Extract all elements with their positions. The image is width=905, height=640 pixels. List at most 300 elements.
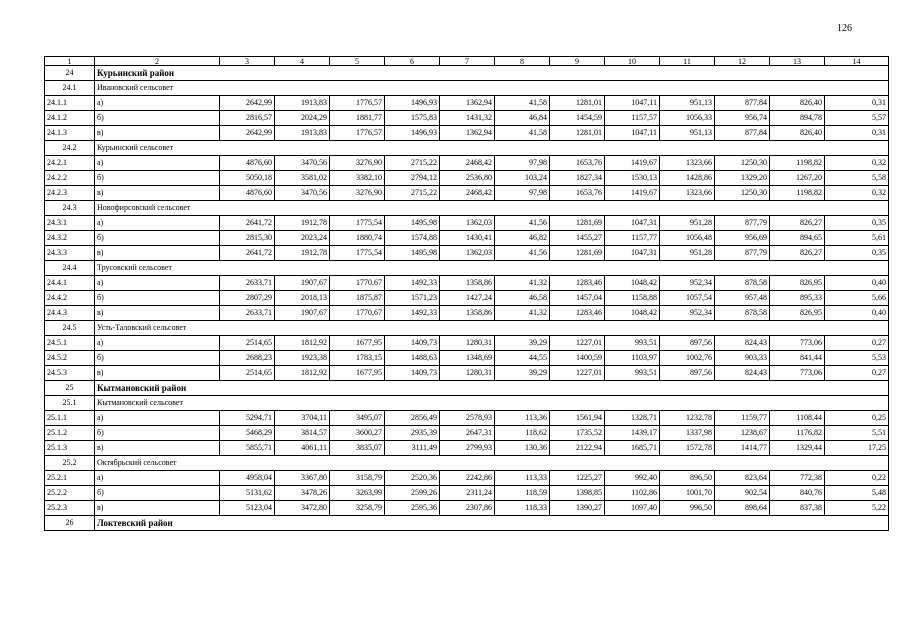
row-code: 25.1 bbox=[45, 396, 95, 411]
value-cell: 2633,71 bbox=[220, 306, 275, 321]
value-cell: 1439,17 bbox=[605, 426, 660, 441]
value-cell: 1362,03 bbox=[440, 216, 495, 231]
value-cell: 1881,77 bbox=[330, 111, 385, 126]
value-cell: 894,65 bbox=[770, 231, 825, 246]
row-code: 24.3.1 bbox=[45, 216, 95, 231]
value-cell: 3600,27 bbox=[330, 426, 385, 441]
value-cell: 41,56 bbox=[495, 216, 550, 231]
column-number: 5 bbox=[330, 57, 385, 66]
row-code: 24.2.2 bbox=[45, 171, 95, 186]
column-number: 14 bbox=[825, 57, 889, 66]
value-cell: 826,27 bbox=[770, 216, 825, 231]
value-cell: 1913,83 bbox=[275, 126, 330, 141]
row-code: 25.2 bbox=[45, 456, 95, 471]
value-cell: 44,55 bbox=[495, 351, 550, 366]
value-cell: 0,27 bbox=[825, 336, 889, 351]
column-number-row bbox=[45, 57, 889, 66]
value-cell: 826,40 bbox=[770, 96, 825, 111]
district-name: Кытмановский район bbox=[95, 381, 889, 396]
value-cell: 0,22 bbox=[825, 471, 889, 486]
value-cell: 2024,29 bbox=[275, 111, 330, 126]
value-cell: 996,50 bbox=[660, 501, 715, 516]
value-cell: 1002,76 bbox=[660, 351, 715, 366]
value-cell: 5,58 bbox=[825, 171, 889, 186]
value-cell: 1495,98 bbox=[385, 216, 440, 231]
district-header-row bbox=[45, 381, 889, 396]
value-cell: 1492,33 bbox=[385, 306, 440, 321]
value-cell: 1783,15 bbox=[330, 351, 385, 366]
council-name: Кытмановский сельсовет bbox=[95, 396, 889, 411]
value-cell: 46,58 bbox=[495, 291, 550, 306]
value-cell: 1362,94 bbox=[440, 96, 495, 111]
value-cell: 1056,48 bbox=[660, 231, 715, 246]
table-row bbox=[45, 156, 889, 171]
value-cell: 1280,31 bbox=[440, 336, 495, 351]
council-name: Усть-Таловский сельсовет bbox=[95, 321, 889, 336]
value-cell: 97,98 bbox=[495, 186, 550, 201]
value-cell: 841,44 bbox=[770, 351, 825, 366]
table-row bbox=[45, 336, 889, 351]
table-row bbox=[45, 426, 889, 441]
value-cell: 2815,30 bbox=[220, 231, 275, 246]
table-row bbox=[45, 291, 889, 306]
variant-label: а) bbox=[95, 471, 220, 486]
value-cell: 0,35 bbox=[825, 216, 889, 231]
value-cell: 1923,38 bbox=[275, 351, 330, 366]
value-cell: 2642,99 bbox=[220, 126, 275, 141]
value-cell: 1398,85 bbox=[550, 486, 605, 501]
value-cell: 2688,23 bbox=[220, 351, 275, 366]
column-number: 7 bbox=[440, 57, 495, 66]
value-cell: 3495,07 bbox=[330, 411, 385, 426]
row-code: 24 bbox=[45, 66, 95, 81]
table-row bbox=[45, 186, 889, 201]
value-cell: 1176,82 bbox=[770, 426, 825, 441]
value-cell: 3470,56 bbox=[275, 156, 330, 171]
value-cell: 1530,13 bbox=[605, 171, 660, 186]
value-cell: 1913,83 bbox=[275, 96, 330, 111]
value-cell: 1496,93 bbox=[385, 126, 440, 141]
value-cell: 2799,93 bbox=[440, 441, 495, 456]
value-cell: 1488,63 bbox=[385, 351, 440, 366]
value-cell: 0,25 bbox=[825, 411, 889, 426]
variant-label: б) bbox=[95, 426, 220, 441]
value-cell: 1227,01 bbox=[550, 366, 605, 381]
value-cell: 826,40 bbox=[770, 126, 825, 141]
value-cell: 1329,20 bbox=[715, 171, 770, 186]
value-cell: 1047,11 bbox=[605, 96, 660, 111]
value-cell: 2122,94 bbox=[550, 441, 605, 456]
value-cell: 5294,71 bbox=[220, 411, 275, 426]
variant-label: б) bbox=[95, 171, 220, 186]
value-cell: 1431,32 bbox=[440, 111, 495, 126]
value-cell: 118,62 bbox=[495, 426, 550, 441]
value-cell: 877,84 bbox=[715, 96, 770, 111]
council-name: Октябрьский сельсовет bbox=[95, 456, 889, 471]
row-code: 24.4.3 bbox=[45, 306, 95, 321]
value-cell: 902,54 bbox=[715, 486, 770, 501]
value-cell: 5,66 bbox=[825, 291, 889, 306]
table-row bbox=[45, 96, 889, 111]
value-cell: 2018,13 bbox=[275, 291, 330, 306]
value-cell: 118,33 bbox=[495, 501, 550, 516]
value-cell: 0,32 bbox=[825, 186, 889, 201]
table-row bbox=[45, 171, 889, 186]
value-cell: 2578,93 bbox=[440, 411, 495, 426]
value-cell: 951,13 bbox=[660, 126, 715, 141]
value-cell: 1776,57 bbox=[330, 96, 385, 111]
value-cell: 0,32 bbox=[825, 156, 889, 171]
value-cell: 772,38 bbox=[770, 471, 825, 486]
value-cell: 130,36 bbox=[495, 441, 550, 456]
district-header-row bbox=[45, 516, 889, 531]
value-cell: 41,32 bbox=[495, 306, 550, 321]
value-cell: 1457,04 bbox=[550, 291, 605, 306]
row-code: 24.3.3 bbox=[45, 246, 95, 261]
value-cell: 1677,95 bbox=[330, 366, 385, 381]
row-code: 24.4 bbox=[45, 261, 95, 276]
value-cell: 877,79 bbox=[715, 216, 770, 231]
value-cell: 46,84 bbox=[495, 111, 550, 126]
value-cell: 3581,02 bbox=[275, 171, 330, 186]
value-cell: 3111,49 bbox=[385, 441, 440, 456]
value-cell: 1775,54 bbox=[330, 216, 385, 231]
value-cell: 837,38 bbox=[770, 501, 825, 516]
value-cell: 5,22 bbox=[825, 501, 889, 516]
row-code: 24.3 bbox=[45, 201, 95, 216]
row-code: 24.3.2 bbox=[45, 231, 95, 246]
value-cell: 1492,33 bbox=[385, 276, 440, 291]
value-cell: 4061,11 bbox=[275, 441, 330, 456]
value-cell: 1348,69 bbox=[440, 351, 495, 366]
value-cell: 3276,90 bbox=[330, 156, 385, 171]
value-cell: 1427,24 bbox=[440, 291, 495, 306]
value-cell: 39,29 bbox=[495, 366, 550, 381]
value-cell: 2468,42 bbox=[440, 186, 495, 201]
row-code: 24.4.2 bbox=[45, 291, 95, 306]
value-cell: 1362,94 bbox=[440, 126, 495, 141]
value-cell: 1281,01 bbox=[550, 126, 605, 141]
row-code: 24.1.2 bbox=[45, 111, 95, 126]
value-cell: 2023,24 bbox=[275, 231, 330, 246]
value-cell: 1225,27 bbox=[550, 471, 605, 486]
row-code: 24.2.3 bbox=[45, 186, 95, 201]
value-cell: 1358,86 bbox=[440, 306, 495, 321]
district-header-row bbox=[45, 66, 889, 81]
council-header-row bbox=[45, 261, 889, 276]
value-cell: 1157,57 bbox=[605, 111, 660, 126]
value-cell: 952,34 bbox=[660, 276, 715, 291]
table-row bbox=[45, 501, 889, 516]
row-code: 25.2.1 bbox=[45, 471, 95, 486]
value-cell: 1283,46 bbox=[550, 276, 605, 291]
value-cell: 1812,92 bbox=[275, 366, 330, 381]
column-number: 4 bbox=[275, 57, 330, 66]
row-code: 25.2.3 bbox=[45, 501, 95, 516]
value-cell: 1048,42 bbox=[605, 306, 660, 321]
table-row bbox=[45, 441, 889, 456]
council-header-row bbox=[45, 141, 889, 156]
value-cell: 2715,22 bbox=[385, 186, 440, 201]
value-cell: 826,95 bbox=[770, 276, 825, 291]
table-row bbox=[45, 246, 889, 261]
council-name: Ивановский сельсовет bbox=[95, 81, 889, 96]
value-cell: 2514,65 bbox=[220, 336, 275, 351]
table-row bbox=[45, 216, 889, 231]
value-cell: 3472,80 bbox=[275, 501, 330, 516]
variant-label: в) bbox=[95, 186, 220, 201]
value-cell: 897,56 bbox=[660, 336, 715, 351]
value-cell: 1496,93 bbox=[385, 96, 440, 111]
table-body bbox=[45, 57, 889, 531]
value-cell: 895,33 bbox=[770, 291, 825, 306]
row-code: 24.1 bbox=[45, 81, 95, 96]
value-cell: 4876,60 bbox=[220, 156, 275, 171]
value-cell: 1102,86 bbox=[605, 486, 660, 501]
value-cell: 1198,82 bbox=[770, 156, 825, 171]
value-cell: 951,28 bbox=[660, 216, 715, 231]
value-cell: 1571,23 bbox=[385, 291, 440, 306]
value-cell: 0,27 bbox=[825, 366, 889, 381]
value-cell: 993,51 bbox=[605, 366, 660, 381]
value-cell: 1323,66 bbox=[660, 156, 715, 171]
variant-label: а) bbox=[95, 156, 220, 171]
value-cell: 2599,26 bbox=[385, 486, 440, 501]
column-number: 13 bbox=[770, 57, 825, 66]
value-cell: 1735,52 bbox=[550, 426, 605, 441]
value-cell: 2816,57 bbox=[220, 111, 275, 126]
table-row bbox=[45, 486, 889, 501]
value-cell: 2641,72 bbox=[220, 216, 275, 231]
value-cell: 1574,88 bbox=[385, 231, 440, 246]
table-row bbox=[45, 111, 889, 126]
table-row bbox=[45, 366, 889, 381]
value-cell: 952,34 bbox=[660, 306, 715, 321]
value-cell: 1770,67 bbox=[330, 306, 385, 321]
council-name: Курьинский сельсовет bbox=[95, 141, 889, 156]
value-cell: 41,56 bbox=[495, 246, 550, 261]
row-code: 25.1.3 bbox=[45, 441, 95, 456]
value-cell: 1358,86 bbox=[440, 276, 495, 291]
value-cell: 2468,42 bbox=[440, 156, 495, 171]
value-cell: 1362,03 bbox=[440, 246, 495, 261]
page-number: 126 bbox=[837, 23, 852, 34]
row-code: 24.5 bbox=[45, 321, 95, 336]
value-cell: 2242,86 bbox=[440, 471, 495, 486]
value-cell: 1880,74 bbox=[330, 231, 385, 246]
value-cell: 877,84 bbox=[715, 126, 770, 141]
value-cell: 5,51 bbox=[825, 426, 889, 441]
value-cell: 1419,67 bbox=[605, 186, 660, 201]
council-header-row bbox=[45, 201, 889, 216]
value-cell: 903,33 bbox=[715, 351, 770, 366]
value-cell: 1056,33 bbox=[660, 111, 715, 126]
column-number: 2 bbox=[95, 57, 220, 66]
variant-label: в) bbox=[95, 246, 220, 261]
value-cell: 3814,57 bbox=[275, 426, 330, 441]
value-cell: 2715,22 bbox=[385, 156, 440, 171]
value-cell: 3835,07 bbox=[330, 441, 385, 456]
variant-label: в) bbox=[95, 126, 220, 141]
variant-label: в) bbox=[95, 306, 220, 321]
value-cell: 1227,01 bbox=[550, 336, 605, 351]
value-cell: 1108,44 bbox=[770, 411, 825, 426]
value-cell: 1238,67 bbox=[715, 426, 770, 441]
variant-label: а) bbox=[95, 336, 220, 351]
value-cell: 956,69 bbox=[715, 231, 770, 246]
value-cell: 823,64 bbox=[715, 471, 770, 486]
value-cell: 824,43 bbox=[715, 336, 770, 351]
value-cell: 992,40 bbox=[605, 471, 660, 486]
value-cell: 1001,70 bbox=[660, 486, 715, 501]
value-cell: 1400,59 bbox=[550, 351, 605, 366]
value-cell: 0,31 bbox=[825, 126, 889, 141]
value-cell: 1283,46 bbox=[550, 306, 605, 321]
value-cell: 41,58 bbox=[495, 126, 550, 141]
value-cell: 1097,40 bbox=[605, 501, 660, 516]
table-row bbox=[45, 351, 889, 366]
row-code: 24.4.1 bbox=[45, 276, 95, 291]
value-cell: 2514,65 bbox=[220, 366, 275, 381]
row-code: 24.1.3 bbox=[45, 126, 95, 141]
row-code: 24.5.3 bbox=[45, 366, 95, 381]
value-cell: 0,40 bbox=[825, 306, 889, 321]
value-cell: 0,35 bbox=[825, 246, 889, 261]
value-cell: 2935,39 bbox=[385, 426, 440, 441]
variant-label: в) bbox=[95, 366, 220, 381]
value-cell: 2536,80 bbox=[440, 171, 495, 186]
value-cell: 1776,57 bbox=[330, 126, 385, 141]
council-header-row bbox=[45, 456, 889, 471]
variant-label: б) bbox=[95, 486, 220, 501]
value-cell: 1158,88 bbox=[605, 291, 660, 306]
value-cell: 1057,54 bbox=[660, 291, 715, 306]
value-cell: 1281,69 bbox=[550, 246, 605, 261]
value-cell: 2633,71 bbox=[220, 276, 275, 291]
value-cell: 1250,30 bbox=[715, 156, 770, 171]
value-cell: 1157,77 bbox=[605, 231, 660, 246]
value-cell: 1454,59 bbox=[550, 111, 605, 126]
value-cell: 1390,27 bbox=[550, 501, 605, 516]
value-cell: 0,40 bbox=[825, 276, 889, 291]
value-cell: 1409,73 bbox=[385, 366, 440, 381]
value-cell: 951,28 bbox=[660, 246, 715, 261]
variant-label: б) bbox=[95, 231, 220, 246]
value-cell: 956,74 bbox=[715, 111, 770, 126]
value-cell: 113,36 bbox=[495, 411, 550, 426]
value-cell: 5855,71 bbox=[220, 441, 275, 456]
value-cell: 3158,79 bbox=[330, 471, 385, 486]
value-cell: 951,13 bbox=[660, 96, 715, 111]
value-cell: 1875,87 bbox=[330, 291, 385, 306]
table-row bbox=[45, 231, 889, 246]
value-cell: 3263,99 bbox=[330, 486, 385, 501]
value-cell: 1280,31 bbox=[440, 366, 495, 381]
council-header-row bbox=[45, 396, 889, 411]
value-cell: 840,76 bbox=[770, 486, 825, 501]
value-cell: 993,51 bbox=[605, 336, 660, 351]
council-name: Новофирсовский сельсовет bbox=[95, 201, 889, 216]
value-cell: 878,58 bbox=[715, 306, 770, 321]
column-number: 12 bbox=[715, 57, 770, 66]
value-cell: 39,29 bbox=[495, 336, 550, 351]
variant-label: а) bbox=[95, 216, 220, 231]
variant-label: в) bbox=[95, 441, 220, 456]
tariff-table bbox=[44, 56, 889, 531]
variant-label: а) bbox=[95, 96, 220, 111]
value-cell: 2307,86 bbox=[440, 501, 495, 516]
value-cell: 1455,27 bbox=[550, 231, 605, 246]
value-cell: 826,95 bbox=[770, 306, 825, 321]
value-cell: 5123,04 bbox=[220, 501, 275, 516]
value-cell: 3478,26 bbox=[275, 486, 330, 501]
variant-label: а) bbox=[95, 411, 220, 426]
table-row bbox=[45, 126, 889, 141]
value-cell: 4876,60 bbox=[220, 186, 275, 201]
value-cell: 2647,31 bbox=[440, 426, 495, 441]
column-number: 9 bbox=[550, 57, 605, 66]
value-cell: 1419,67 bbox=[605, 156, 660, 171]
value-cell: 3258,79 bbox=[330, 501, 385, 516]
value-cell: 896,50 bbox=[660, 471, 715, 486]
value-cell: 1912,78 bbox=[275, 216, 330, 231]
column-number: 8 bbox=[495, 57, 550, 66]
value-cell: 1329,44 bbox=[770, 441, 825, 456]
row-code: 24.5.2 bbox=[45, 351, 95, 366]
value-cell: 0,31 bbox=[825, 96, 889, 111]
value-cell: 103,24 bbox=[495, 171, 550, 186]
value-cell: 3470,56 bbox=[275, 186, 330, 201]
value-cell: 41,58 bbox=[495, 96, 550, 111]
value-cell: 898,64 bbox=[715, 501, 770, 516]
value-cell: 1103,97 bbox=[605, 351, 660, 366]
value-cell: 5,53 bbox=[825, 351, 889, 366]
council-name: Трусовский сельсовет bbox=[95, 261, 889, 276]
value-cell: 1572,78 bbox=[660, 441, 715, 456]
row-code: 24.2 bbox=[45, 141, 95, 156]
value-cell: 1267,20 bbox=[770, 171, 825, 186]
value-cell: 1912,78 bbox=[275, 246, 330, 261]
table-row bbox=[45, 411, 889, 426]
variant-label: б) bbox=[95, 291, 220, 306]
column-number: 6 bbox=[385, 57, 440, 66]
value-cell: 826,27 bbox=[770, 246, 825, 261]
value-cell: 877,79 bbox=[715, 246, 770, 261]
value-cell: 1907,67 bbox=[275, 276, 330, 291]
value-cell: 1653,76 bbox=[550, 186, 605, 201]
value-cell: 1685,71 bbox=[605, 441, 660, 456]
value-cell: 2642,99 bbox=[220, 96, 275, 111]
value-cell: 1770,67 bbox=[330, 276, 385, 291]
variant-label: в) bbox=[95, 501, 220, 516]
value-cell: 2794,12 bbox=[385, 171, 440, 186]
value-cell: 1337,98 bbox=[660, 426, 715, 441]
value-cell: 897,56 bbox=[660, 366, 715, 381]
value-cell: 1561,94 bbox=[550, 411, 605, 426]
value-cell: 118,59 bbox=[495, 486, 550, 501]
column-number: 3 bbox=[220, 57, 275, 66]
value-cell: 773,06 bbox=[770, 336, 825, 351]
variant-label: а) bbox=[95, 276, 220, 291]
council-header-row bbox=[45, 81, 889, 96]
value-cell: 5050,18 bbox=[220, 171, 275, 186]
value-cell: 1414,77 bbox=[715, 441, 770, 456]
column-number: 1 bbox=[45, 57, 95, 66]
value-cell: 3704,11 bbox=[275, 411, 330, 426]
table-row bbox=[45, 276, 889, 291]
value-cell: 1323,66 bbox=[660, 186, 715, 201]
row-code: 24.5.1 bbox=[45, 336, 95, 351]
